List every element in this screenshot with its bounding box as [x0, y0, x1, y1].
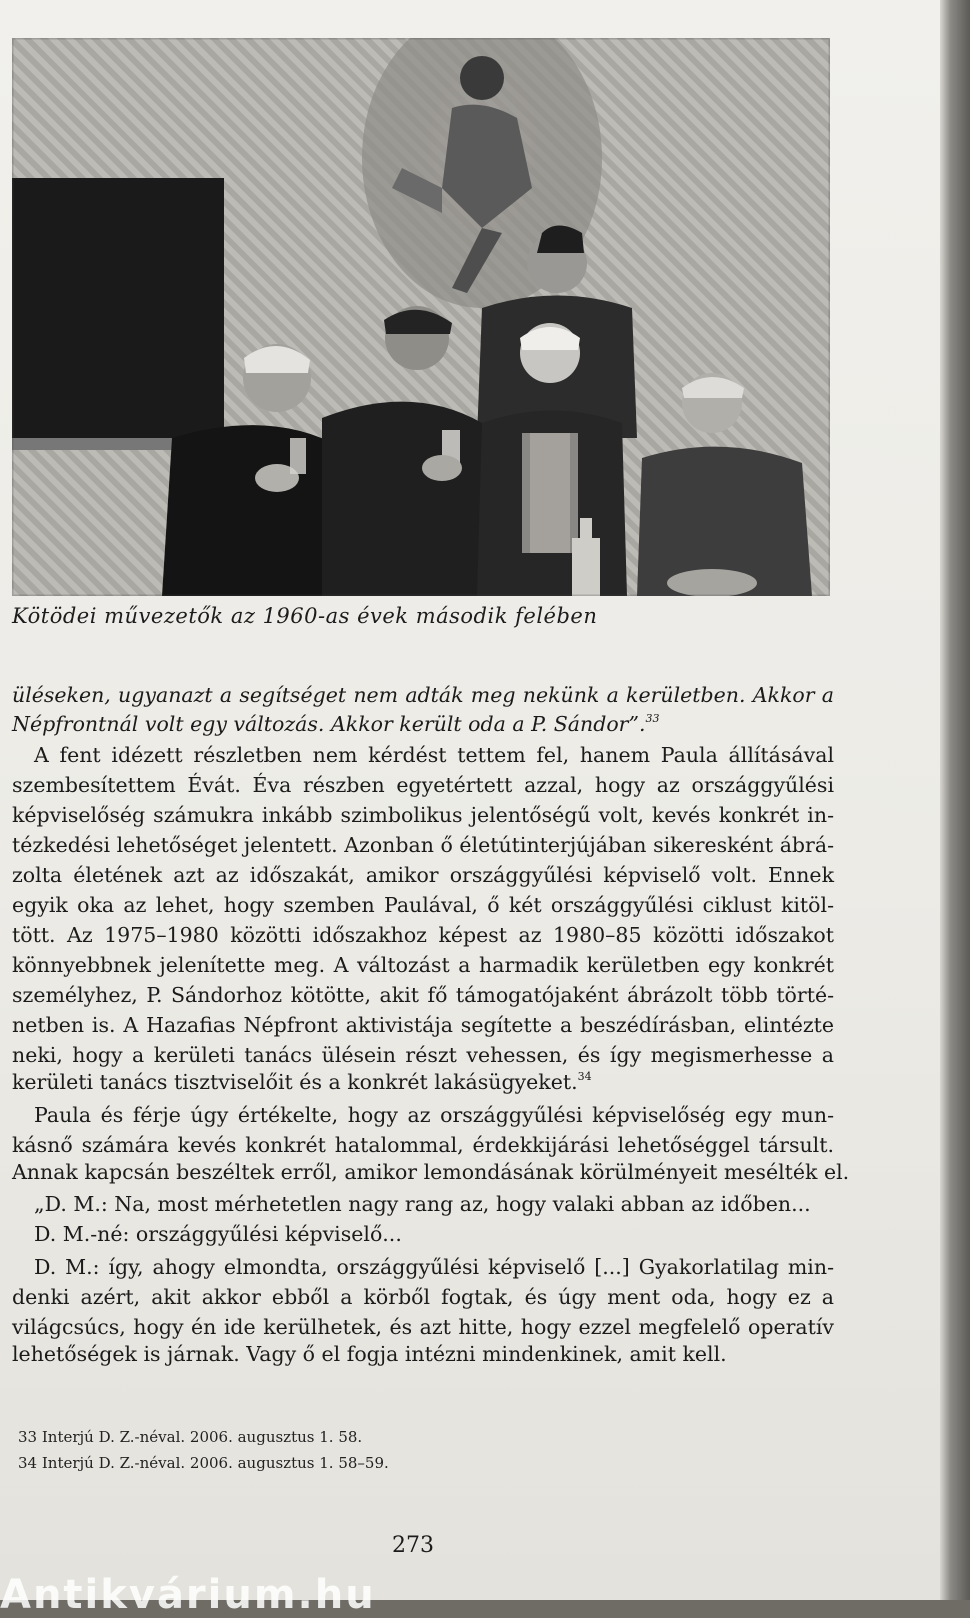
text-line: netben is. A Hazafias Népfront aktivistája segítette a beszédírásban, elintézte	[12, 1013, 834, 1037]
text-line: neki, hogy a kerületi tanács ülésein részt vehessen, és így megismerhesse a	[12, 1043, 834, 1067]
page-number: 273	[392, 1533, 434, 1558]
text-line: tézkedési lehetőséget jelentett. Azonban ő életútinterjújában sikeresként ábrá-	[12, 833, 834, 857]
text-line: A fent idézett részletben nem kérdést tettem fel, hanem Paula állításával	[34, 743, 834, 767]
photo-illustration	[12, 38, 830, 596]
text-line: személyhez, P. Sándorhoz kötötte, akit fő támogatójaként ábrázolt több törté-	[12, 983, 834, 1007]
footnote-ref[interactable]: 34	[577, 1070, 592, 1083]
text-line: D. M.: így, ahogy elmondta, országgyűlési képviselő [...] Gyakorlatilag min-	[34, 1255, 834, 1279]
text-line: világcsúcs, hogy én ide kerülhetek, és azt hitte, hogy ezzel megfelelő operatív	[12, 1315, 834, 1339]
photo-caption: Kötödei művezetők az 1960-as évek második felében	[12, 604, 598, 628]
text-line: „D. M.: Na, most mérhetetlen nagy rang az, hogy valaki abban az időben...	[34, 1192, 811, 1216]
footnote-ref[interactable]: 33	[645, 712, 660, 725]
text-line: képviselőség számukra inkább szimbolikus jelentőségű volt, kevés konkrét in-	[12, 803, 834, 827]
page-edge-shadow	[940, 0, 970, 1600]
text-line: üléseken, ugyanazt a segítséget nem adták meg nekünk a kerületben. Akkor a	[12, 683, 834, 707]
archival-photograph	[12, 38, 830, 596]
footnote-34: 34 Interjú D. Z.-néval. 2006. augusztus 1. 58–59.	[18, 1454, 389, 1472]
text-line: Paula és férje úgy értékelte, hogy az országgyűlési képviselőség egy mun-	[34, 1103, 834, 1127]
footnote-33: 33 Interjú D. Z.-néval. 2006. augusztus 1. 58.	[18, 1428, 363, 1446]
text-line: denki azért, akit akkor ebből a körből fogtak, és úgy ment oda, hogy ez a	[12, 1285, 834, 1309]
text-line: egyik oka az lehet, hogy szemben Paulával, ő két országgyűlési ciklust kitöl-	[12, 893, 834, 917]
watermark: Antikvárium.hu	[0, 1572, 376, 1618]
text-line: Annak kapcsán beszéltek erről, amikor lemondásának körülményeit mesélték el.	[12, 1160, 850, 1184]
text-line: tött. Az 1975–1980 közötti időszakhoz képest az 1980–85 közötti időszakot	[12, 923, 834, 947]
text-line: D. M.-né: országgyűlési képviselő...	[34, 1222, 402, 1246]
text-line: lehetőségek is járnak. Vagy ő el fogja intézni mindenkinek, amit kell.	[12, 1342, 727, 1366]
text-line: könnyebbnek jelenítette meg. A változást a harmadik kerületben egy konkrét	[12, 953, 834, 977]
text-line: kerületi tanács tisztviselőit és a konkrét lakásügyeket.$^{34}$	[12, 1070, 592, 1094]
text-line: szembesítettem Évát. Éva részben egyetértett azzal, hogy az országgyűlési	[12, 773, 834, 797]
text-line: kásnő számára kevés konkrét hatalommal, érdekkijárási lehetőséggel társult.	[12, 1133, 834, 1157]
text-line: Népfrontnál volt egy változás. Akkor került oda a P. Sándor”.$^{33}$	[12, 712, 660, 736]
text-line: zolta életének azt az időszakát, amikor országgyűlési képviselő volt. Ennek	[12, 863, 834, 887]
